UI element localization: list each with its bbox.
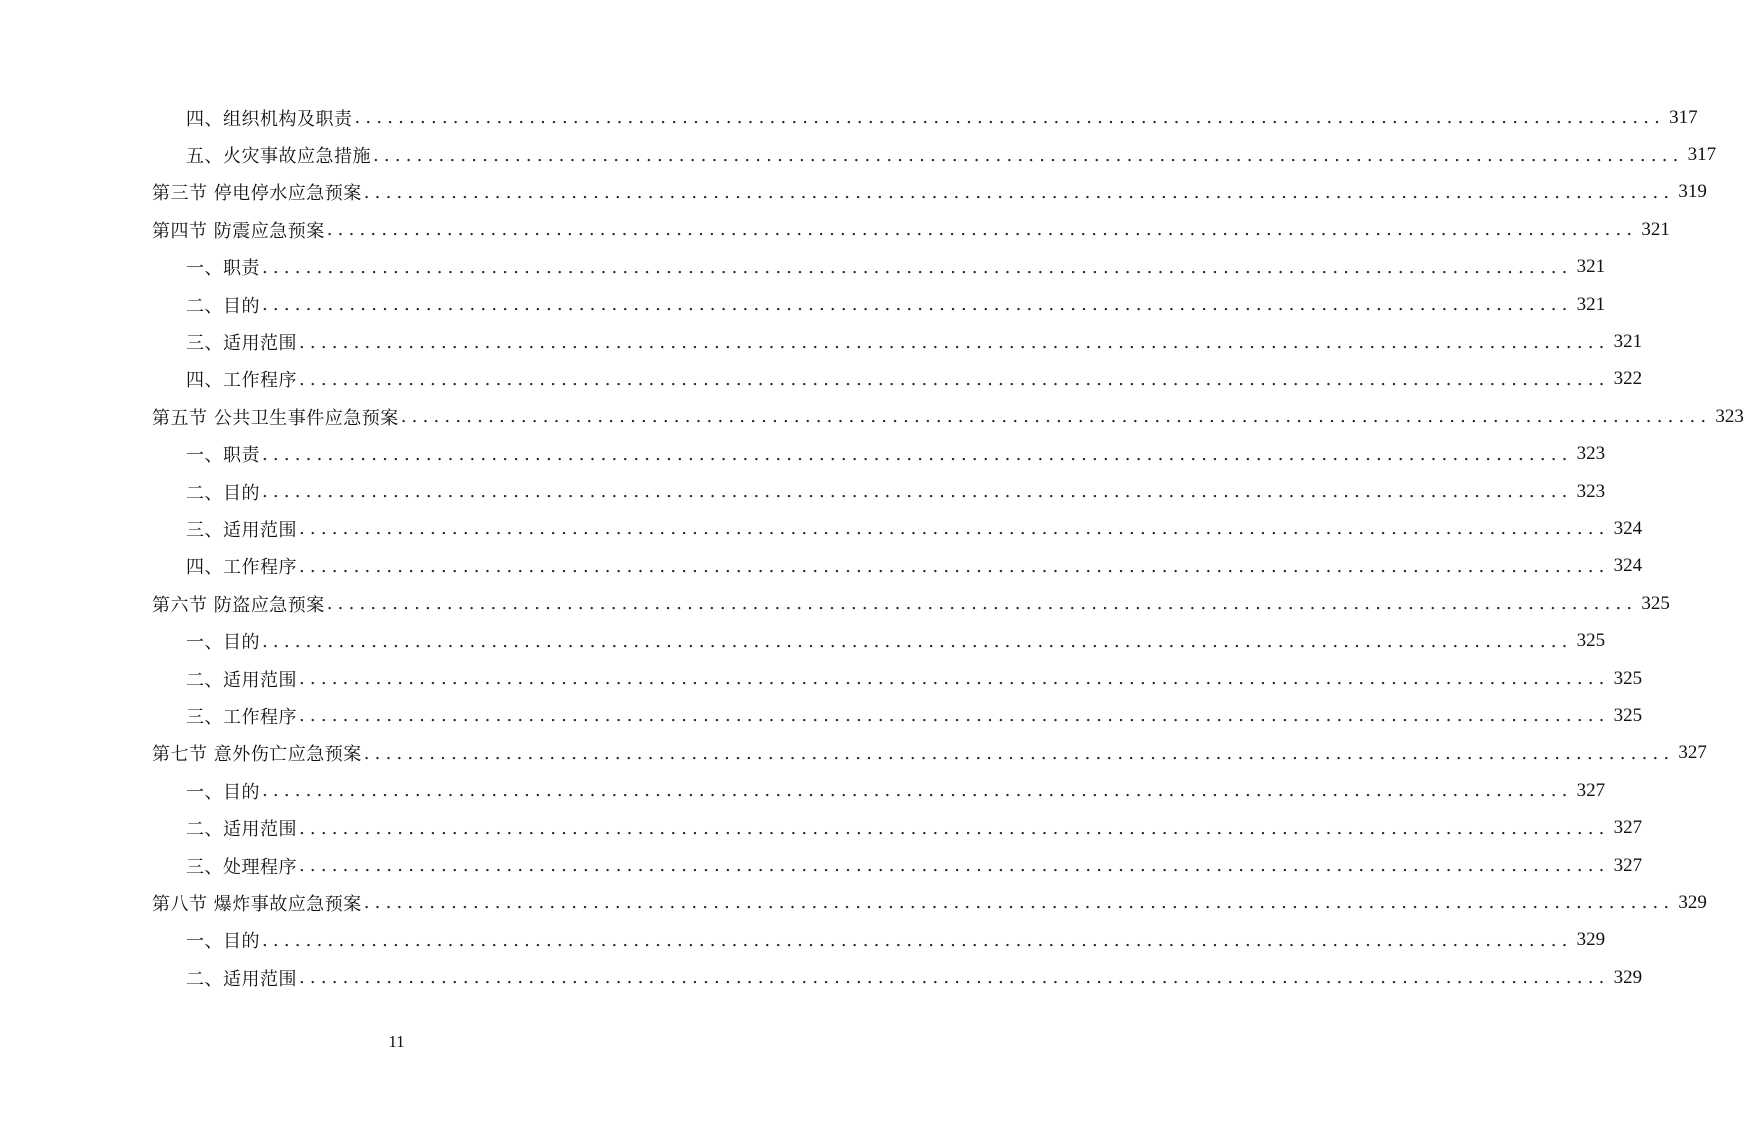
toc-entry-label: 一、职责 <box>186 445 260 467</box>
toc-entry[interactable] <box>0 361 1643 398</box>
toc-entry-page: 322 <box>1613 368 1643 390</box>
dot-leader: ........................................................................................................................ <box>400 406 1712 428</box>
dot-leader: ........................................................................................................................ <box>363 742 1675 764</box>
toc-entry-label: 第三节 停电停水应急预案 <box>152 183 362 205</box>
toc-entry-label: 三、工作程序 <box>186 706 297 728</box>
toc-entry-page: 319 <box>1678 181 1707 203</box>
toc-entry[interactable] <box>0 735 1707 772</box>
toc-entry[interactable] <box>0 174 1707 211</box>
toc-entry[interactable] <box>0 510 1643 547</box>
toc-entry-page: 325 <box>1613 667 1643 689</box>
toc-entry-label: 三、适用范围 <box>186 333 297 355</box>
dot-leader: ........................................................................................................................ <box>299 668 1610 690</box>
toc-entry-label: 二、目的 <box>186 482 260 504</box>
toc-entry-label: 一、目的 <box>186 632 260 654</box>
toc-entry[interactable] <box>0 473 1606 510</box>
dot-leader: ........................................................................................................................ <box>262 256 1573 278</box>
toc-entry[interactable] <box>0 847 1643 884</box>
toc-entry-page: 325 <box>1613 704 1643 726</box>
toc-entry-page: 321 <box>1641 218 1670 240</box>
dot-leader: ........................................................................................................................ <box>262 294 1573 316</box>
toc-entry-label: 五、火灾事故应急措施 <box>186 146 371 168</box>
toc-entry[interactable] <box>0 286 1606 323</box>
toc-entry-label: 一、目的 <box>186 931 260 953</box>
toc-entry-page: 327 <box>1576 779 1606 801</box>
toc-entry-label: 四、工作程序 <box>186 370 297 392</box>
dot-leader: ........................................................................................................................ <box>299 817 1610 839</box>
toc-entry-page: 325 <box>1641 592 1670 614</box>
table-of-contents <box>0 99 1744 996</box>
dot-leader: ........................................................................................................................ <box>262 443 1573 465</box>
dot-leader: ........................................................................................................................ <box>363 181 1675 203</box>
toc-entry[interactable] <box>0 884 1707 921</box>
toc-entry-page: 325 <box>1576 630 1606 652</box>
toc-entry[interactable] <box>0 136 1717 173</box>
toc-entry-page: 323 <box>1576 480 1606 502</box>
dot-leader: ........................................................................................................................ <box>326 219 1638 241</box>
toc-entry[interactable] <box>0 323 1643 360</box>
toc-entry-label: 四、组织机构及职责 <box>186 108 353 130</box>
toc-entry-page: 327 <box>1678 742 1707 764</box>
toc-entry-page: 327 <box>1613 817 1643 839</box>
toc-entry-label: 一、职责 <box>186 258 260 280</box>
dot-leader: ........................................................................................................................ <box>262 630 1573 652</box>
toc-entry-label: 四、工作程序 <box>186 557 297 579</box>
toc-entry-label: 第六节 防盗应急预案 <box>152 594 325 616</box>
toc-entry-page: 329 <box>1576 929 1606 951</box>
dot-leader: ........................................................................................................................ <box>326 593 1638 615</box>
dot-leader: ........................................................................................................................ <box>262 780 1573 802</box>
dot-leader: ........................................................................................................................ <box>299 331 1610 353</box>
toc-entry-page: 323 <box>1576 443 1606 465</box>
toc-entry-label: 二、适用范围 <box>186 669 297 691</box>
toc-entry-page: 321 <box>1613 331 1643 353</box>
toc-entry-page: 329 <box>1613 966 1643 988</box>
toc-entry-page: 317 <box>1669 106 1698 128</box>
toc-entry[interactable] <box>0 922 1606 959</box>
dot-leader: ........................................................................................................................ <box>354 107 1666 129</box>
toc-entry-page: 321 <box>1576 256 1606 278</box>
toc-entry-label: 第四节 防震应急预案 <box>152 220 325 242</box>
dot-leader: ........................................................................................................................ <box>299 518 1610 540</box>
toc-entry-page: 317 <box>1687 144 1717 166</box>
dot-leader: ........................................................................................................................ <box>299 855 1610 876</box>
toc-entry-label: 三、处理程序 <box>186 856 297 878</box>
toc-entry-label: 第七节 意外伤亡应急预案 <box>152 744 362 766</box>
toc-entry[interactable] <box>0 772 1606 809</box>
toc-entry-label: 二、适用范围 <box>186 819 297 841</box>
toc-entry-page: 323 <box>1715 405 1744 427</box>
toc-entry-page: 324 <box>1613 555 1643 577</box>
toc-entry-page: 329 <box>1678 891 1707 913</box>
toc-entry[interactable] <box>0 249 1606 286</box>
toc-entry[interactable] <box>0 211 1670 248</box>
dot-leader: ........................................................................................................................ <box>299 705 1610 727</box>
dot-leader: ........................................................................................................................ <box>299 967 1610 989</box>
toc-entry[interactable] <box>0 548 1643 585</box>
toc-entry[interactable] <box>0 622 1606 659</box>
dot-leader: ........................................................................................................................ <box>373 144 1684 166</box>
toc-entry[interactable] <box>0 398 1744 435</box>
page-number: 11 <box>388 1032 405 1051</box>
toc-entry-label: 二、适用范围 <box>186 968 297 990</box>
dot-leader: ........................................................................................................................ <box>262 929 1573 951</box>
toc-entry[interactable] <box>0 959 1643 996</box>
toc-entry[interactable] <box>0 585 1670 622</box>
dot-leader: ........................................................................................................................ <box>299 555 1610 577</box>
toc-entry-page: 327 <box>1613 854 1643 876</box>
toc-entry-page: 324 <box>1613 517 1643 539</box>
dot-leader: ........................................................................................................................ <box>363 892 1675 914</box>
toc-entry-label: 第五节 公共卫生事件应急预案 <box>152 407 399 429</box>
toc-entry-label: 一、目的 <box>186 781 260 803</box>
toc-entry[interactable] <box>0 809 1643 846</box>
toc-entry[interactable] <box>0 99 1698 136</box>
toc-entry-page: 321 <box>1576 293 1606 315</box>
toc-entry[interactable] <box>0 436 1606 473</box>
toc-entry[interactable] <box>0 697 1643 734</box>
toc-entry-label: 第八节 爆炸事故应急预案 <box>152 893 362 915</box>
dot-leader: ........................................................................................................................ <box>262 481 1573 503</box>
toc-entry-label: 二、目的 <box>186 295 260 317</box>
dot-leader: ........................................................................................................................ <box>299 368 1610 390</box>
toc-entry[interactable] <box>0 660 1643 697</box>
toc-entry-label: 三、适用范围 <box>186 519 297 541</box>
